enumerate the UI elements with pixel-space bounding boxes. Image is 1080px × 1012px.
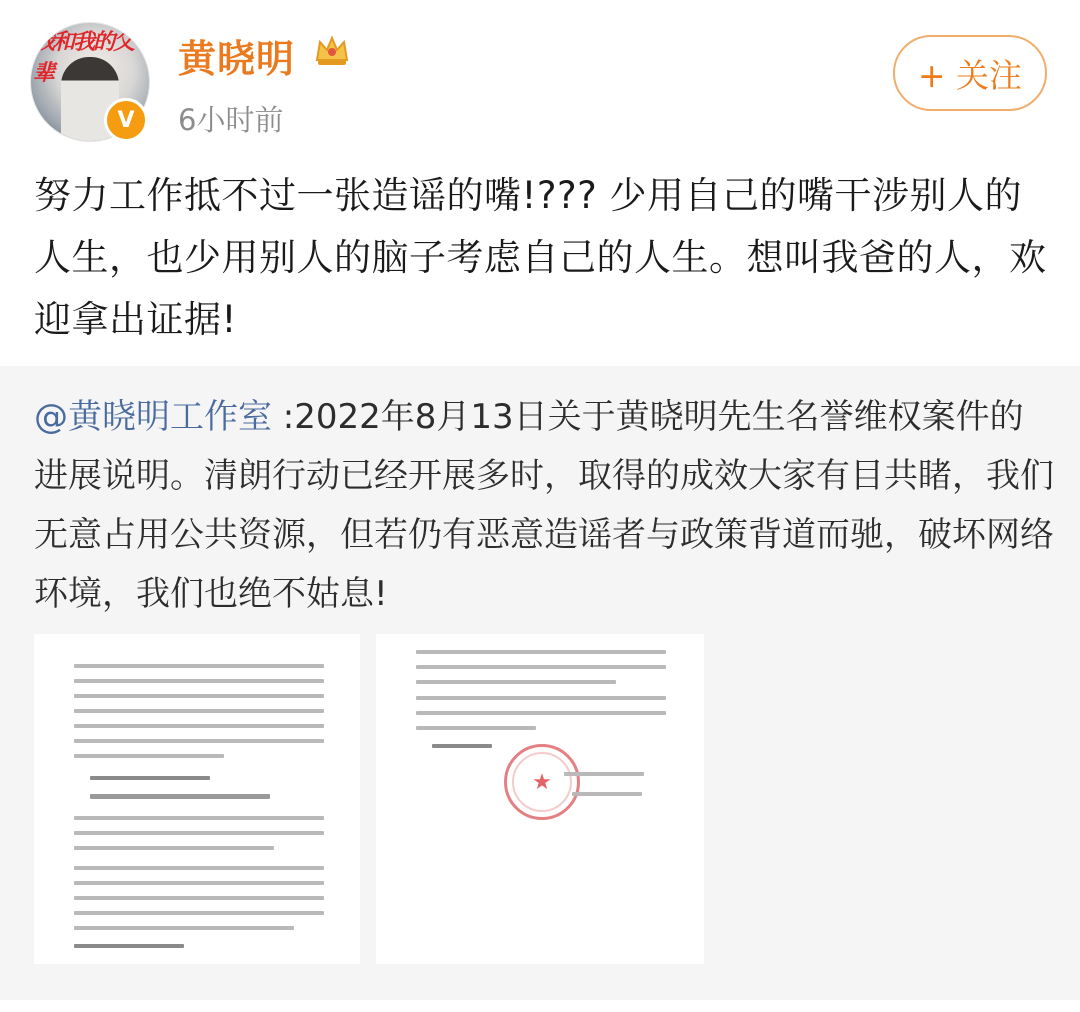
follow-button[interactable]: + 关注 <box>893 35 1047 111</box>
repost-text <box>34 388 1054 624</box>
verified-icon: V <box>104 98 148 142</box>
post-header <box>0 0 1080 160</box>
company-seal-icon: ★ <box>504 744 580 820</box>
repost-body: :2022年8月13日关于黄晓明先生名誉维权案件的进展说明。清朗行动已经开展多时，取得的成效大家有目共睹，我们无意占用公共资源，但若仍有恶意造谣者与政策背道而驰，破坏网络环境，我们也绝不姑息! <box>34 397 1054 614</box>
post-body: 努力工作抵不过一张造谣的嘴!??? 少用自己的嘴干涉别人的人生，也少用别人的脑子考虑自己的人生。想叫我爸的人，欢迎拿出证据! <box>34 174 1047 341</box>
statement-image-2[interactable] <box>376 634 704 964</box>
username[interactable]: 黄晓明 <box>178 37 296 81</box>
post-time: 6小时前 <box>178 103 284 137</box>
mention-link[interactable]: @黄晓明工作室 <box>34 397 272 437</box>
statement-image-1[interactable] <box>34 634 360 964</box>
avatar-banner: 我和我的父辈 <box>33 29 134 86</box>
repost-card[interactable] <box>0 366 1080 1000</box>
crown-icon <box>312 30 352 70</box>
